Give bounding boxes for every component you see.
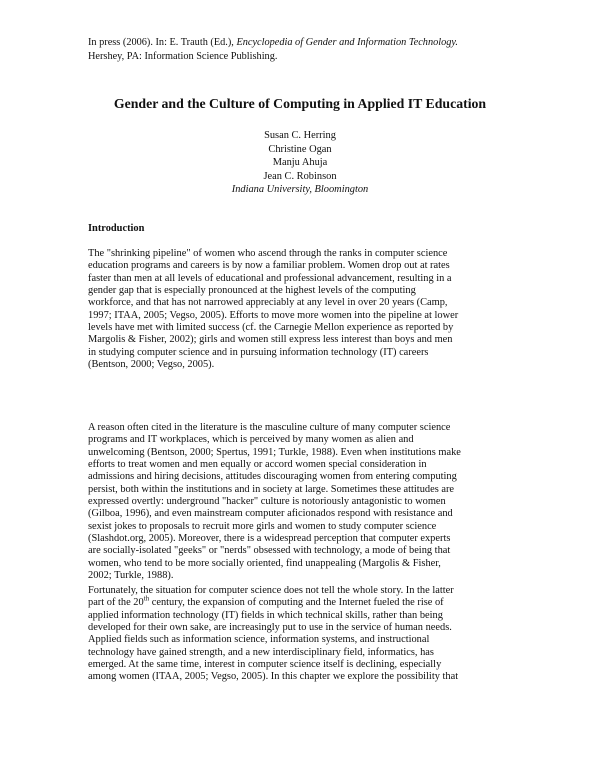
text-line: efforts to treat women and men equally or accord women special consideration in: [88, 459, 427, 471]
text-line: (Slashdot.org, 2005). Moreover, there is a widespread perception that computer experts: [88, 533, 451, 545]
text-line: Margolis & Fisher, 2002); girls and women still express less interest than boys and men: [88, 334, 453, 346]
text-line: in studying computer science and in pursuing information technology (IT) careers: [88, 346, 429, 358]
text-line: among women (ITAA, 2005; Vegso, 2005). In this chapter we explore the possibility that: [88, 671, 459, 683]
text-line: 2002; Turkle, 1988).: [88, 570, 174, 582]
text-line: emerged. At the same time, interest in computer science itself is declining, especially: [88, 659, 442, 671]
text-fragment: part of the 20: [88, 597, 144, 609]
text-line: levels have met with limited success (cf. the Carnegie Mellon experience as reported by: [88, 322, 454, 334]
text-line: programs and IT workplaces, which is perceived by many women as alien and: [88, 434, 414, 446]
paragraph-2: [88, 422, 528, 582]
text-line: (Bentson, 2000; Vegso, 2005).: [88, 359, 215, 371]
section-heading: Introduction: [88, 223, 145, 234]
author-name: Christine Ogan: [268, 143, 332, 155]
text-line: education programs and careers is by now a familiar problem. Women drop out at rates: [88, 260, 450, 272]
author-name: Manju Ahuja: [272, 157, 328, 169]
text-line: [88, 594, 528, 609]
citation-line-2: Hershey, PA: Information Science Publishing.: [88, 50, 278, 62]
text-line: Fortunately, the situation for computer science does not tell the whole story. In the latter: [88, 585, 454, 596]
text-line: developed for their own sake, are increasingly put to use in the service of human needs.: [88, 622, 452, 634]
text-line: applied information technology (IT) fields in which technical skills, rather than being: [88, 609, 443, 621]
text-line: persist, both within the institutions and in society at large. Sometimes these attitudes are: [88, 483, 455, 495]
paragraph-3: [88, 585, 528, 684]
text-line: Applied fields such as information science, information systems, and instructional: [88, 634, 430, 646]
text-line: admissions and hiring decisions, attitudes discouraging women from entering computing: [88, 471, 457, 483]
text-line: sexist jokes to proposals to recruit more girls and women to study computer science: [88, 520, 437, 532]
text-fragment: century, the expansion of computing and the Internet fueled the rise of: [149, 597, 444, 609]
author-affiliation: Indiana University, Bloomington: [231, 184, 369, 196]
text-line: women, who tend to be more socially oriented, find unappealing (Margolis & Fisher,: [88, 557, 441, 569]
document-title: Gender and the Culture of Computing in Applied IT Education: [113, 96, 487, 111]
author-block: [0, 129, 600, 197]
author-name: Susan C. Herring: [264, 130, 336, 141]
text-line: workforce, and that has not narrowed appreciably at any level in over 20 years (Camp,: [88, 297, 448, 309]
citation-prefix: In press (2006). In: E. Trauth (Ed.),: [88, 37, 237, 48]
text-line: expressed overtly: underground "hacker" culture is notoriously antagonistic to women: [88, 496, 446, 508]
text-line: gender gap that is especially pronounced at the highest levels of the computing: [88, 285, 416, 297]
text-line: 1997; ITAA, 2005; Vegso, 2005). Efforts to move more women into the pipeline at lower: [88, 309, 459, 321]
citation-book-title: Encyclopedia of Gender and Information Technology.: [236, 37, 458, 48]
text-line: (Gilboa, 1996), and even mainstream computer aficionados respond with resistance and: [88, 508, 453, 520]
ordinal-superscript: th: [143, 594, 150, 603]
paragraph-1: [88, 248, 528, 371]
author-name: Jean C. Robinson: [263, 170, 337, 182]
citation-line-1: [88, 36, 528, 50]
text-line: The "shrinking pipeline" of women who ascend through the ranks in computer science: [88, 248, 448, 259]
text-line: A reason often cited in the literature is the masculine culture of many computer science: [88, 422, 451, 433]
citation-header: [88, 36, 528, 63]
text-line: unwelcoming (Bentson, 2000; Spertus, 1991; Turkle, 1988). Even when institutions make: [88, 446, 461, 458]
text-line: faster than men at all levels of educational and professional advancement, resulting in a: [88, 272, 452, 284]
text-line: are socially-isolated "geeks" or "nerds" obsessed with technology, a mode of being that: [88, 545, 451, 557]
text-line: technology have gained strength, and a new interdisciplinary field, informatics, has: [88, 646, 434, 658]
